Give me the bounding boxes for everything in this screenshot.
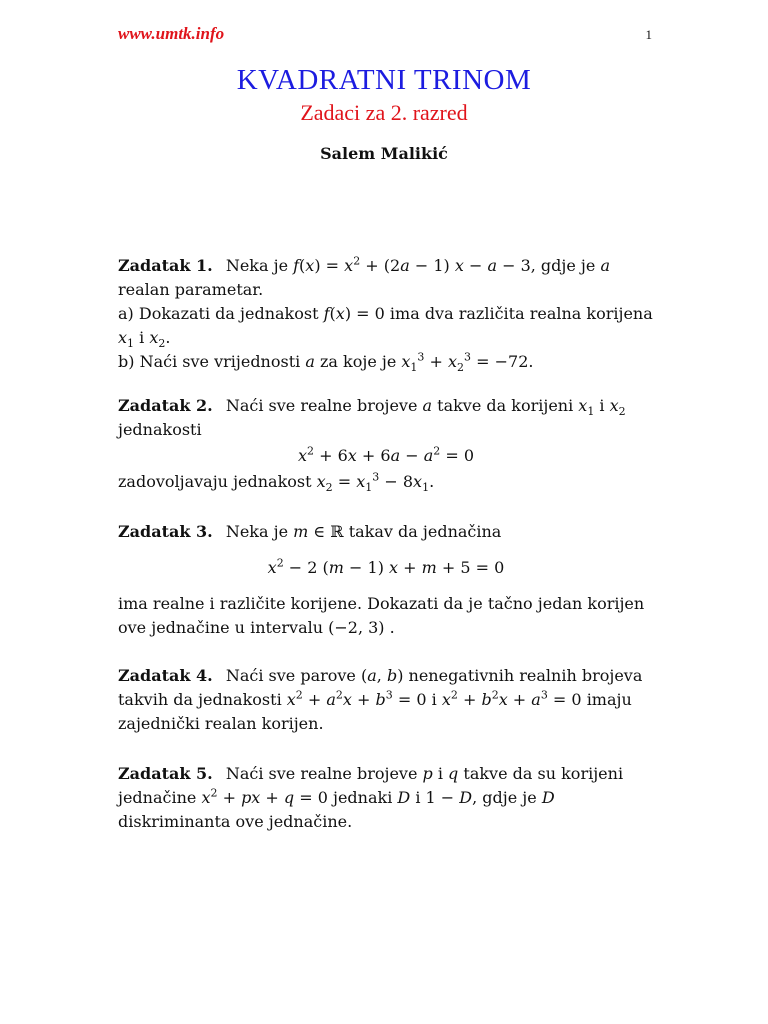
problem-text: Naći sve realne brojeve a takve da korijeni $x_1$ i $x_2$ jednakosti [118, 396, 626, 439]
document-subtitle: Zadaci za 2. razred [300, 100, 468, 125]
problem-label: Zadatak 1. [118, 256, 213, 275]
problem-label: Zadatak 3. [118, 522, 213, 541]
problem-text: Neka je m ∈ ℝ takav da jednačina [225, 522, 502, 541]
problem-5 [118, 762, 654, 834]
equation: $x^2 - 2$ (m − 1) x + m + 5 = 0 [267, 556, 505, 577]
problem-label: Zadatak 5. [118, 764, 213, 783]
problem-label: Zadatak 4. [118, 666, 213, 685]
problem-text: ima realne i različite korijene. Dokazati da je tačno jedan korijen ove jednačine u intervalu (−2, 3) . [118, 594, 645, 637]
equation: $x^2 + 6x + 6a - a^2 = 0$ [297, 444, 475, 465]
site-url[interactable]: www.umtk.info [118, 24, 225, 43]
problem-text: Naći sve parove (a, b) nenegativnih realnih brojeva takvih da jednakosti $x^2 + a^2x + b^3 = 0$ i $x^2 + b^2x + a^3 = 0$ imaju zajednički realan korijen. [118, 666, 643, 733]
problem-2 [118, 394, 654, 494]
problem-3 [118, 520, 654, 640]
author: Salem Malikić [320, 144, 448, 163]
problem-text: Naći sve realne brojeve p i q takve da su korijeni jednačine $x^2$ + px + q = 0 jednaki D i 1 − D, gdje je D diskriminanta ove jednačine. [118, 764, 624, 831]
problem-text: zadovoljavaju jednakost $x_2 = x_1^3 - 8x_1$. [118, 470, 435, 495]
problem-4 [118, 664, 654, 736]
page-number: 1 [645, 27, 652, 42]
problem-label: Zadatak 2. [118, 396, 213, 415]
problem-1 [118, 254, 654, 374]
problem-text: Neka je $f(x) = x^2 + (2a - 1) x - a - 3$, gdje je a realan parametar. a) Dokazati da jednakost f(x) = 0 ima dva različita realna korijena $x_1$ i $x_2$. b) Naći sve vrijednosti a za koje je $x_1^3 + x_2^3 = -72$. [118, 254, 653, 375]
document-title: KVADRATNI TRINOM [236, 64, 532, 96]
